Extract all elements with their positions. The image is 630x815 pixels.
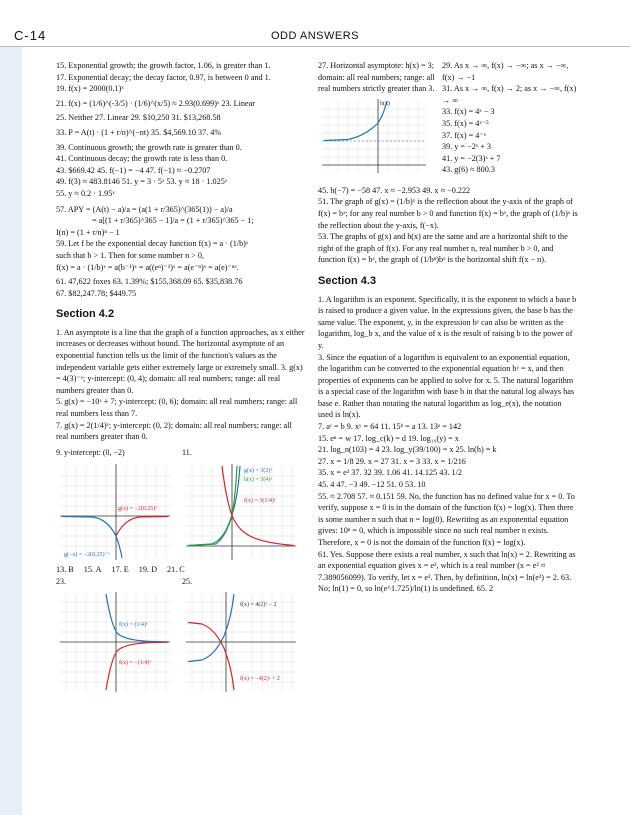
answer-item: 3. Since the equation of a logarithm is equivalent to an exponential equation, the logarithm can be converted to the exponential equation bʸ = x, and then properties of exponents can be applied to solve for x. 5. The natural logarithm is a special case of the logarithm with base b in that the natural log always has base e. Rather than notating the natural logarithm as log_e(x), the notation used is ln(x). <box>318 352 575 420</box>
answer-item: 43. g(6) ≈ 800.3 <box>442 165 495 175</box>
header-title: ODD ANSWERS <box>270 30 359 42</box>
answer-item: 41. y = −2(3)ˣ + 7 <box>442 153 501 163</box>
answer-item: 15. eⁿ = w 17. log_c(k) = d 19. log₁₉(y) = x <box>318 433 459 443</box>
graph-11 <box>182 458 300 562</box>
answer-item: 17. Exponential decay; the decay factor, 0.97, is between 0 and 1. <box>56 72 271 82</box>
curve-neg <box>188 622 234 690</box>
answer-item: 49. f(3) ≈ 483.8146 51. y = 3 · 5ˣ 53. y ≈ 18 · 1.025ˣ <box>56 177 228 187</box>
answer-item: 55. y ≈ 0.2 · 1.95ˣ <box>56 188 115 198</box>
answer-item: 21. log_n(103) = 4 23. log_y(39/100) = x 25. ln(h) = k <box>318 445 497 455</box>
answer-item: 19. f(x) = 2000(0.1)ˣ <box>56 84 124 94</box>
answer-item: 27. x = 1/8 29. x = 27 31. x = 3 33. x = 1/216 <box>318 456 466 466</box>
answer-item: 31. As x → ∞, f(x) → 2; as x → −∞, f(x) → ∞ <box>442 84 577 105</box>
answer-item: 1. A logarithm is an exponent. Specifically, it is the exponent to which a base b is raised to produce a given value. In the expressions given, the base b has the same value. The exponent, y, in the expression bʸ can also be written as the logarithm, log_b x, and the value of x is the result of raising b to the power of y. <box>318 294 577 350</box>
answer-item: 15. Exponential growth; the growth factor, 1.06, is greater than 1. <box>56 61 271 70</box>
section-title: Section 4.2 <box>56 308 115 321</box>
answer-27-block <box>318 60 436 179</box>
answer-item: 37. f(x) = 4⁻ˣ <box>442 130 487 140</box>
answer-item: 19. D <box>138 565 157 575</box>
answer-item: 57. APY = (A(t) − a)/a = (a(1 + r/365)^(365(1)) − a)/a <box>56 204 233 214</box>
graph-label: f(x) = −(1/4)ˣ <box>119 659 152 666</box>
answer-item: 21. f(x) = (1/6)^(-3/5) · (1/6)^(x/5) ≈ 2.93(0.699)ˣ 23. Linear <box>56 98 256 108</box>
graph-label: f(x) = (1/4)ˣ <box>119 621 148 628</box>
answer-item: 7. g(x) = 2(1/4)ˣ; y-intercept: (0, 2); domain: all real numbers; range: all real numbers greater than 0. <box>56 420 292 442</box>
answer-item: 21. C <box>167 565 185 575</box>
answer-item: 35. f(x) = 4ˣ⁻⁵ <box>442 118 489 128</box>
curve-pos <box>188 594 234 662</box>
right-column <box>318 60 578 595</box>
answer-item: 39. y = −2ˣ + 3 <box>442 142 491 152</box>
answer-item: 7. aᶜ = b 9. xʸ = 64 11. 15ᵇ = a 13. 13ᵃ = 142 <box>318 422 462 432</box>
curve-h <box>324 101 387 141</box>
graph-27 <box>318 95 436 179</box>
answer-item: such that b > 1. Then for some number n > 0, <box>56 250 205 260</box>
curve-f-neg <box>106 642 168 690</box>
page-margin-band <box>0 46 22 815</box>
page-header <box>0 0 630 47</box>
answer-item: 45. 4 47. −3 49. −12 51. 0 53. 10 <box>318 480 426 490</box>
answer-item: 33. P = A(t) · (1 + r/n)^(−nt) 35. $4,569.10 37. 4% <box>56 127 222 137</box>
answer-item: 33. f(x) = 4ˣ − 3 <box>442 107 495 117</box>
graph-23 <box>56 588 174 692</box>
graph-label: g(x) = −2(0.25)ˣ <box>118 506 157 513</box>
graph-caption: 25. <box>182 577 192 586</box>
answer-item: 55. ≈ 2.708 57. ≈ 0.151 59. No, the function has no defined value for x = 0. To verify, suppose x = 0 is in the domain of the function f(x) = log(x). Then there is some number n such that n = log(0). Rewriting as an exponential equation gives: 10ⁿ = 0, which is impossible since no such real number n exists. Therefore, x = 0 is not the domain of the function f(x) = log(x). <box>318 491 575 547</box>
graph-axis-label: h(x) <box>380 100 390 107</box>
answer-item: 29. As x → ∞, f(x) → −∞; as x → −∞, f(x) → −1 <box>442 61 569 82</box>
graph-label: g(x) = 3(2)ˣ <box>244 468 273 475</box>
answer-item: f(x) = a · (1/b)ˣ = a(b⁻¹)ˣ = a((eⁿ)⁻¹)ˣ = a(e⁻ⁿ)ˣ = a(e)⁻ⁿˣ. <box>56 262 239 272</box>
answers-29-43 <box>442 60 578 179</box>
answer-item: 59. Let f be the exponential decay function f(x) = a · (1/b)ˣ <box>56 239 249 249</box>
answer-item: I(n) = (1 + r/n)ⁿ − 1 <box>56 227 120 237</box>
answer-item: 61. 47,622 foxes 63. 1.39%; $155,368.09 65. $35,838.76 <box>56 277 243 287</box>
answer-item: 35. x = e² 37. 32 39. 1.06 41. 14.125 43. 1/2 <box>318 468 462 478</box>
answer-item: 17. E <box>111 565 129 575</box>
answer-item: 13. B <box>56 565 74 575</box>
graph-9 <box>56 458 174 562</box>
graph-caption: 11. <box>182 447 192 457</box>
graph-label: h(x) = 3(4)ˣ <box>244 477 273 484</box>
answer-item: = a[(1 + r/365)^365 − 1]/a = (1 + r/365)^365 − 1; <box>92 216 254 226</box>
top-block <box>318 60 578 179</box>
answer-item: 5. g(x) = −10ˣ + 7; y-intercept: (0, 6); domain: all real numbers; range: all real numbers less than 7. <box>56 397 298 419</box>
graph-row-23-25 <box>56 576 306 692</box>
section-title: Section 4.3 <box>318 274 377 287</box>
page-number: C-14 <box>14 28 47 43</box>
answer-item: 61. Yes. Suppose there exists a real number, x such that ln(x) = 2. Rewriting as an exponential equation gives x = e², which is a real number (x = e² ≈ 7.389056099). To verify, let x = e². Then, by definition, ln(x) = ln(e²) = 2. 63. No; ln(1) = 0, so ln(e^1.725)/ln(1) is undefined. 65. 2 <box>318 549 576 594</box>
answer-item: 51. The graph of g(x) = (1/b)ˣ is the reflection about the y-axis of the graph of f(x) = bˣ; for any real number b > 0 and function f(x) = bˣ, the graph of (1/b)ˣ is the reflection about the y-axis, f(−x). <box>318 197 578 230</box>
answer-row <box>56 564 306 576</box>
graph-caption: 23. <box>56 577 66 586</box>
graph-label: f(x) = −4(2)ˣ + 2 <box>240 675 280 682</box>
graph-label: f(x) = 3(1/4)ˣ <box>244 498 276 505</box>
graph-caption: 9. y-intercept: (0, −2) <box>56 447 125 457</box>
answer-item: 41. Continuous decay; the growth rate is less than 0. <box>56 154 228 164</box>
graph-25 <box>182 588 300 692</box>
graph-label: f(x) = 4(2)ˣ − 2 <box>240 601 277 608</box>
graph-label: g(−x) = −2(0.25)⁻ˣ <box>64 552 110 559</box>
answer-item: 27. Horizontal asymptote: h(x) = 3; domain: all real numbers; range: all real numbers strictly greater than 3. <box>318 61 435 94</box>
answer-item: 25. Neither 27. Linear 29. $10,250 31. $13,268.58 <box>56 113 221 123</box>
answer-item: 45. h(−7) = −58 47. x ≈ −2.953 49. x ≈ −0.222 <box>318 185 471 195</box>
answer-item: 67. $82,247.78; $449.75 <box>56 288 137 298</box>
graph-row-9-11 <box>56 447 306 563</box>
answer-item: 39. Continuous growth; the growth rate is greater than 0. <box>56 142 242 152</box>
answer-item: 53. The graphs of g(x) and h(x) are the same and are a horizontal shift to the right of the graph of f(x). For any real number n, real number b > 0, and function f(x) = bˣ, the graph of (1/bⁿ)bˣ is the horizontal shift f(x − n). <box>318 232 568 265</box>
curve-f-pos <box>106 594 168 642</box>
answer-item: 1. An asymptote is a line that the graph of a function approaches, as x either increases or decreases without bound. The horizontal asymptote of an exponential function tells us the limit of the function's values as the independent variable gets either extremely large or extremely small. 3. g(x) = 4(3)⁻ˣ; y-intercept: (0, 4); domain: all real numbers; range: all real numbers greater than 0. <box>56 327 305 395</box>
answer-item: 43. $669.42 45. f(−1) = −4 47. f(−1) ≈ −0.2707 <box>56 165 211 175</box>
answer-item: 15. A <box>83 565 102 575</box>
left-column <box>56 60 306 692</box>
